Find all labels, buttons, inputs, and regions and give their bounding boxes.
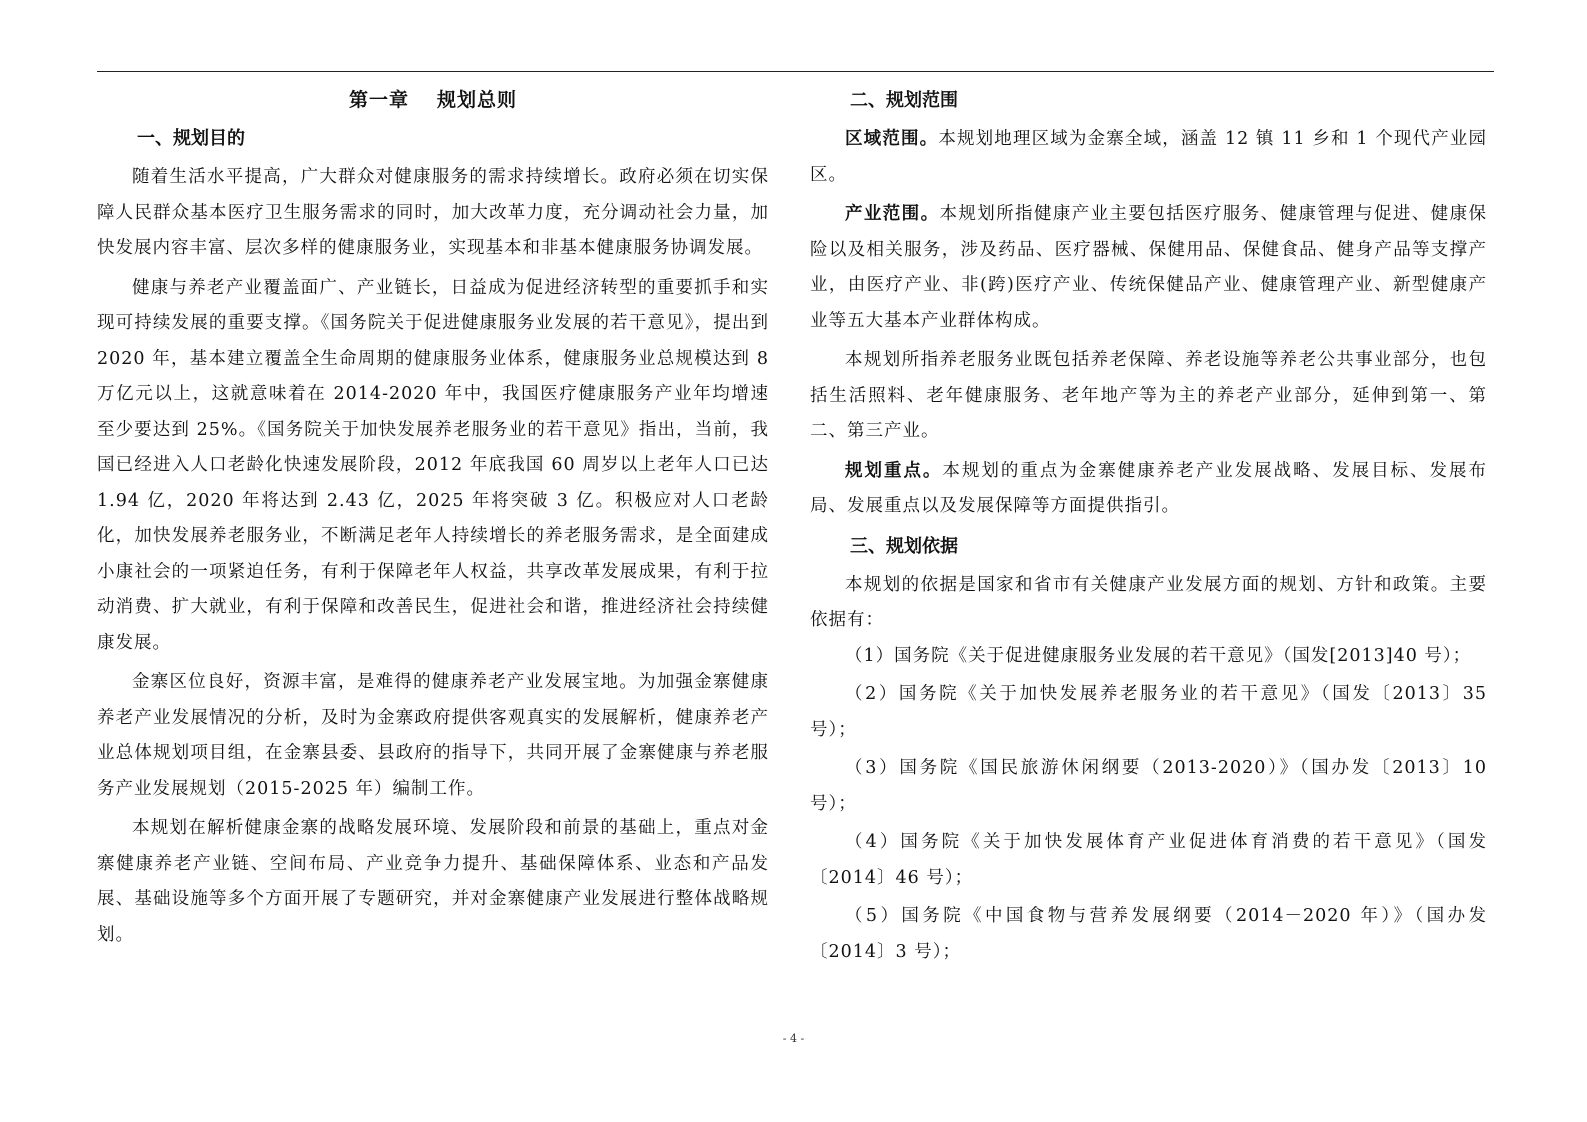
section-heading-basis: 三、规划依据 (850, 535, 958, 557)
paragraph: 随着生活水平提高，广大群众对健康服务的需求持续增长。政府必须在切实保障人民群众基本医疗卫生服务需求的同时，加大改革力度，充分调动社会力量，加快发展内容丰富、层次多样的健康服务业，实现基本和非基本健康服务协调发展。 (97, 167, 769, 258)
industry-label: 产业范围。 (845, 204, 940, 224)
basis-list-item: （4）国务院《关于加快发展体育产业促进体育消费的若干意见》（国发〔2014〕46 号）； (810, 832, 1487, 888)
region-text: 本规划地理区域为金寨全域，涵盖 12 镇 11 乡和 1 个现代产业园区。 (810, 129, 1488, 185)
chapter-title: 规划总则 (437, 89, 518, 111)
paragraph-region-scope (810, 122, 1487, 193)
basis-list-item: （1）国务院《关于促进健康服务业发展的若干意见》（国发[2013]40 号）； (845, 645, 1472, 666)
focus-text: 本规划的重点为金寨健康养老产业发展战略、发展目标、发展布局、发展重点以及发展保障等方面提供指引。 (810, 460, 1487, 516)
section-heading-purpose: 一、规划目的 (137, 128, 245, 149)
paragraph-industry-scope (810, 197, 1487, 339)
basis-list-item: （5）国务院《中国食物与营养发展纲要（2014－2020 年）》（国办发〔2014〕3 号）； (810, 906, 1487, 962)
focus-label: 规划重点。 (845, 460, 943, 481)
paragraph-elderly-scope: 本规划所指养老服务业既包括养老保障、养老设施等养老公共事业部分，也包括生活照料、老年健康服务、老年地产等为主的养老产业部分，延伸到第一、第二、第三产业。 (810, 350, 1487, 441)
page-number: - 4 - (782, 1032, 805, 1045)
paragraph-focus (810, 454, 1487, 525)
paragraph: 健康与养老产业覆盖面广、产业链长，日益成为促进经济转型的重要抓手和实现可持续发展的重要支撑。《国务院关于促进健康服务业发展的若干意见》，提出到 2020 年，基本建立覆盖全生命周期的健康服务业体系，健康服务业总规模达到 8 万亿元以上，这就意味着在 2014-2020 年中，我国医疗健康服务产业年均增速至少要达到 25%。《国务院关于加快发展养老服务业的若干意见》指出，当前，我国已经进入人口老龄化快速发展阶段，2012 年底我国 60 周岁以上老年人口已达 1.94 亿，2020 年将达到 2.43 亿，2025 年将突破 3 亿。积极应对人口老龄化，加快发展养老服务业，不断满足老年人持续增长的养老服务需求，是全面建成小康社会的一项紧迫任务，有利于保障老年人权益，共享改革发展成果，有利于拉动消费、扩大就业，有利于保障和改善民生，促进社会和谐，推进经济社会持续健康发展。 (97, 277, 769, 653)
paragraph-basis-intro: 本规划的依据是国家和省市有关健康产业发展方面的规划、方针和政策。主要依据有： (810, 574, 1487, 630)
paragraph: 金寨区位良好，资源丰富，是难得的健康养老产业发展宝地。为加强金寨健康养老产业发展情况的分析，及时为金寨政府提供客观真实的发展解析，健康养老产业总体规划项目组，在金寨县委、县政府的指导下，共同开展了金寨健康与养老服务产业发展规划（2015-2025 年）编制工作。 (97, 672, 769, 799)
region-label: 区域范围。 (845, 129, 939, 149)
header-rule (97, 71, 1494, 72)
left-column (97, 84, 769, 953)
basis-list-item: （3）国务院《国民旅游休闲纲要（2013-2020）》（国办发〔2013〕10 号）； (810, 758, 1487, 814)
section-heading-scope: 二、规划范围 (850, 90, 958, 111)
chapter-heading (97, 84, 769, 116)
right-column (810, 84, 1487, 970)
chapter-number: 第一章 (348, 89, 409, 111)
basis-list-item: （2）国务院《关于加快发展养老服务业的若干意见》（国发〔2013〕35 号）； (810, 684, 1487, 740)
industry-text: 本规划所指健康产业主要包括医疗服务、健康管理与促进、健康保险以及相关服务，涉及药品、医疗器械、保健用品、保健食品、健身产品等支撑产业，由医疗产业、非(跨)医疗产业、传统保健品产业、健康管理产业、新型健康产业等五大基本产业群体构成。 (810, 204, 1488, 331)
paragraph: 本规划在解析健康金寨的战略发展环境、发展阶段和前景的基础上，重点对金寨健康养老产业链、空间布局、产业竞争力提升、基础保障体系、业态和产品发展、基础设施等多个方面开展了专题研究，并对金寨健康产业发展进行整体战略规划。 (97, 818, 769, 945)
